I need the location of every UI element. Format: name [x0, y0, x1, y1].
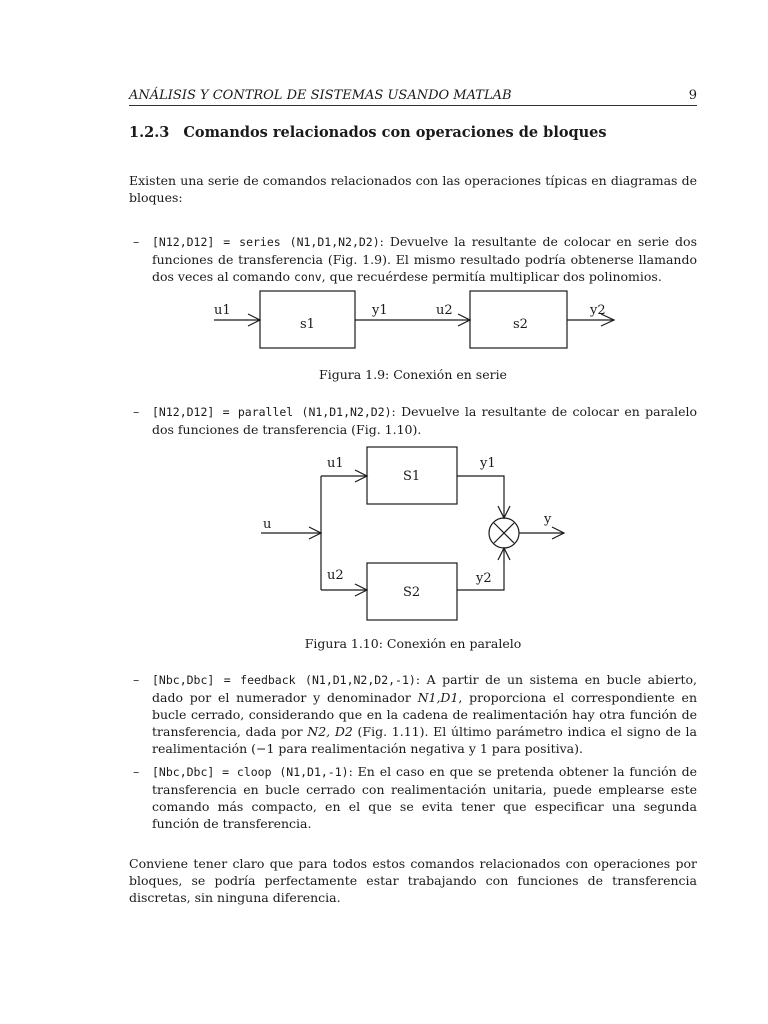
list-dash: –: [133, 764, 140, 779]
label-y2: y2: [476, 571, 492, 586]
list-dash: –: [133, 404, 140, 419]
label-s1: s1: [300, 317, 315, 332]
code-feedback: [Nbc,Dbc] = feedback (N1,D1,N2,D2,-1): [152, 673, 416, 687]
label-u: u: [263, 517, 272, 532]
code-cloop: [Nbc,Dbc] = cloop (N1,D1,-1): [152, 765, 349, 779]
page-number: 9: [688, 88, 697, 103]
list-dash: –: [133, 234, 140, 249]
label-u2: u2: [436, 303, 453, 318]
figure-series-diagram: [214, 291, 614, 348]
item-text: , que recuérdese permitía multiplicar dos polinomios.: [321, 269, 662, 284]
label-y1: y1: [480, 456, 496, 471]
label-y: y: [544, 512, 552, 527]
label-u1: u1: [327, 456, 344, 471]
list-dash: –: [133, 672, 140, 687]
item-text: : Devuelve la resultante de colocar en paralelo dos funciones de transferencia (Fig. 1.10).: [152, 404, 697, 437]
item-text: (Fig. 1.11). El último parámetro indica el signo de la realimentación (−1 para realimentación negativa y 1 para positiva).: [152, 724, 698, 756]
branch-line-y1: [457, 476, 504, 518]
math-n2d2: N2, D2: [307, 724, 353, 739]
code-parallel: [N12,D12] = parallel (N1,D1,N2,D2): [152, 405, 392, 419]
label-y2: y2: [590, 303, 606, 318]
item-text: : A partir de un sistema en bucle abierto, dado por el numerador y denominador: [152, 672, 697, 705]
code-conv: conv: [293, 270, 322, 284]
item-text: : En el caso en que se pretenda obtener la función de transferencia en bucle cerrado con realimentación unitaria, puede emplearse este comando más compacto, en el que se evita tener que especificar una segunda función de transferencia.: [152, 764, 697, 831]
section-number: 1.2.3: [129, 124, 170, 141]
label-u1: u1: [214, 303, 231, 318]
figure-1-9-caption: Figura 1.9: Conexión en serie: [319, 367, 507, 382]
label-y1: y1: [372, 303, 388, 318]
label-u2: u2: [327, 568, 344, 583]
math-n1d1: N1,D1: [417, 690, 459, 705]
intro-paragraph: Existen una serie de comandos relacionados con las operaciones típicas en diagramas de bloques:: [129, 173, 697, 205]
label-S2: S2: [403, 585, 421, 600]
figure-1-10-caption: Figura 1.10: Conexión en paralelo: [304, 636, 522, 651]
section-title: Comandos relacionados con operaciones de bloques: [183, 124, 607, 141]
label-s2: s2: [513, 317, 528, 332]
code-series: [N12,D12] = series (N1,D1,N2,D2): [152, 235, 380, 249]
label-S1: S1: [403, 469, 421, 484]
item-text: : Devuelve la resultante de colocar en serie dos funciones de transferencia (Fig. 1.9). El mismo resultado podría obtenerse llamando dos veces al comando: [152, 234, 697, 284]
conclusion-paragraph: Conviene tener claro que para todos estos comandos relacionados con operaciones por bloques, se podría perfectamente estar trabajando con funciones de transferencia discretas, sin ninguna diferencia.: [129, 856, 697, 905]
header-title: ANÁLISIS Y CONTROL DE SISTEMAS USANDO MATLAB: [129, 88, 512, 103]
item-text: , proporciona el correspondiente en bucle cerrado, considerando que en la cadena de realimentación hay otra función de transferencia, dada por: [152, 690, 697, 739]
